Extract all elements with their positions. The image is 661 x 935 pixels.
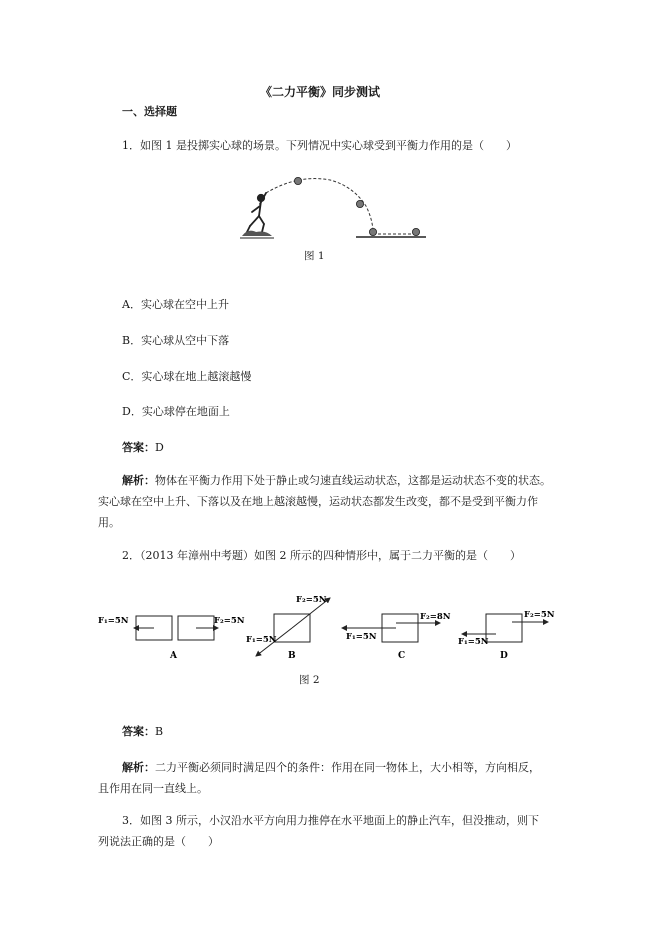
q1-option-b: B．实心球从空中下落 <box>122 334 230 347</box>
q1-analysis-line2: 实心球在空中上升、下落以及在地上越滚越慢，运动状态都发生改变，都不是受到平衡力作 <box>98 495 538 508</box>
q1-answer <box>122 439 164 455</box>
panel-a-f1: F₁=5N <box>98 616 129 626</box>
q2-answer <box>122 723 163 739</box>
q1-option-d: D．实心球停在地面上 <box>122 405 230 418</box>
q1-analysis-line1 <box>122 472 551 488</box>
panel-c-f2: F₂=8N <box>420 612 451 622</box>
panel-c-letter: C <box>398 651 406 661</box>
answer-value: B <box>155 725 164 738</box>
q1-stem: 1．如图 1 是投掷实心球的场景。下列情况中实心球受到平衡力作用的是（ ） <box>122 139 517 152</box>
q1-option-c: C．实心球在地上越滚越慢 <box>122 370 252 383</box>
analysis-text: 物体在平衡力作用下处于静止或匀速直线运动状态，这都是运动状态不变的状态。 <box>155 474 551 487</box>
answer-label: 答案： <box>122 441 155 454</box>
figure-1-caption: 图 1 <box>304 250 325 262</box>
panel-b-f2: F₂=5N <box>296 595 327 605</box>
figure-2-caption: 图 2 <box>299 674 320 686</box>
panel-d-letter: D <box>500 651 508 661</box>
q2-analysis-line2: 且作用在同一直线上。 <box>98 782 208 795</box>
section-heading: 一、选择题 <box>122 105 177 118</box>
panel-d-f1: F₁=5N <box>458 637 489 647</box>
panel-c-f1: F₁=5N <box>346 632 377 642</box>
q1-analysis-line3: 用。 <box>98 516 120 529</box>
q2-analysis-line1 <box>122 759 540 775</box>
panel-d-f2: F₂=5N <box>524 610 555 620</box>
q3-stem-line1: 3．如图 3 所示，小汉沿水平方向用力推停在水平地面上的静止汽车，但没推动，则下 <box>122 814 539 827</box>
force-diagrams-illustration <box>98 592 568 664</box>
figure-2 <box>98 592 568 664</box>
figure-1 <box>238 168 428 244</box>
q2-stem: 2．（2013 年漳州中考题）如图 2 所示的四种情形中，属于二力平衡的是（ ） <box>122 549 521 562</box>
analysis-text: 二力平衡必须同时满足四个的条件：作用在同一物体上，大小相等，方向相反， <box>155 761 540 774</box>
q3-stem-line2: 列说法正确的是（ ） <box>98 835 219 848</box>
panel-a-f2: F₂=5N <box>214 616 245 626</box>
panel-b-f1: F₁=5N <box>246 635 277 645</box>
panel-b-letter: B <box>288 651 296 661</box>
page-title: 《二力平衡》同步测试 <box>260 85 381 99</box>
analysis-label: 解析： <box>122 474 155 487</box>
analysis-label: 解析： <box>122 761 155 774</box>
panel-a-letter: A <box>170 651 177 661</box>
answer-value: D <box>155 441 164 454</box>
answer-label: 答案： <box>122 725 155 738</box>
q1-option-a: A．实心球在空中上升 <box>122 298 229 311</box>
shot-put-scene-illustration <box>238 168 428 244</box>
